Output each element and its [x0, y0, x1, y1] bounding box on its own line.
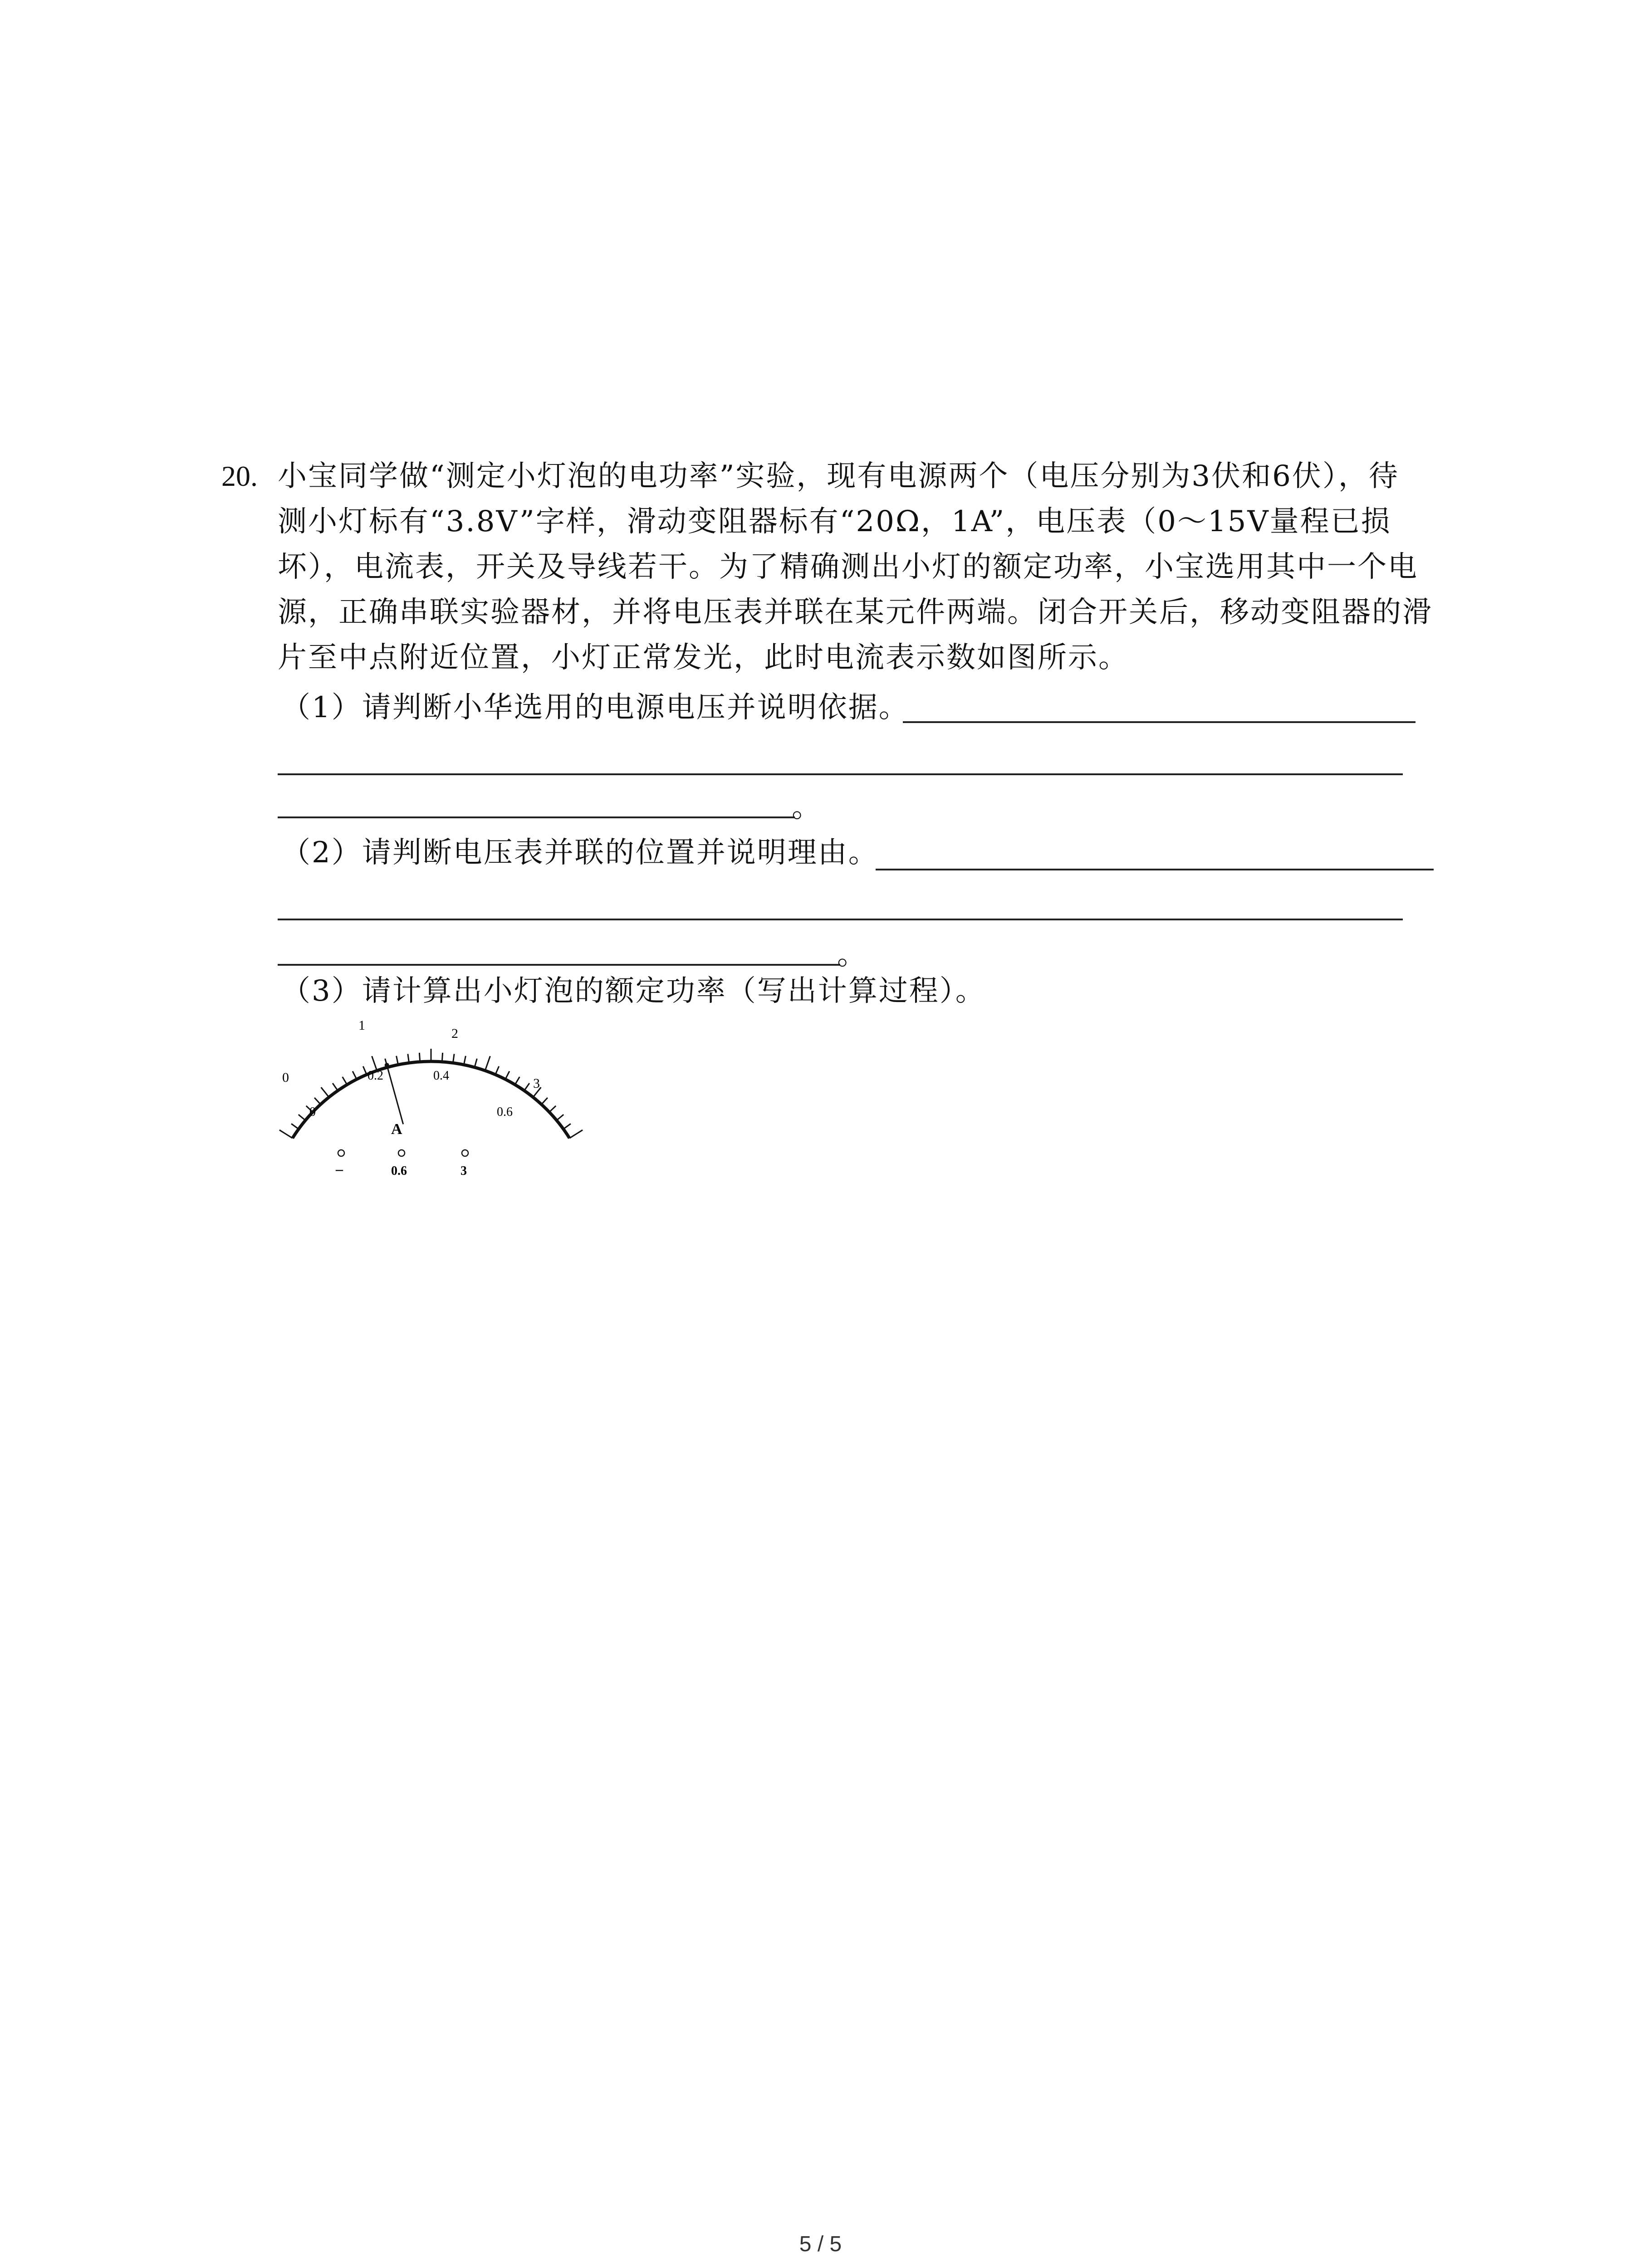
period-1: 。	[792, 791, 821, 824]
ammeter-unit-label: A	[391, 1121, 402, 1138]
sub-question-1: （1）请判断小华选用的电源电压并说明依据。	[281, 691, 909, 724]
scale-tick	[485, 1056, 490, 1070]
answer-blank-2c[interactable]	[278, 964, 840, 966]
ammeter-diagram	[272, 1012, 590, 1184]
terminal-negative[interactable]	[338, 1150, 344, 1156]
answer-blank-2a[interactable]	[876, 869, 1434, 870]
answer-blank-1a[interactable]	[903, 721, 1416, 723]
ammeter-scale-arc	[293, 1061, 570, 1138]
terminal-label-negative: –	[336, 1161, 343, 1177]
answer-blank-1c[interactable]	[278, 816, 795, 818]
period-2: 。	[837, 938, 866, 972]
ammeter-needle	[387, 1065, 403, 1124]
scale-tick	[279, 1130, 293, 1138]
ammeter-needle-tip	[385, 1063, 389, 1067]
scale-tick	[569, 1130, 583, 1138]
terminal-3[interactable]	[462, 1150, 468, 1156]
lower-scale-label-0.6: 0.6	[497, 1105, 513, 1119]
lower-scale-label-0.4: 0.4	[433, 1069, 449, 1083]
question-line-1: 小宝同学做“测定小灯泡的电功率”实验，现有电源两个（电压分别为3伏和6伏），待	[278, 459, 1399, 493]
upper-scale-label-3: 3	[533, 1076, 540, 1091]
question-line-5: 片至中点附近位置，小灯正常发光，此时电流表示数如图所示。	[278, 641, 1129, 675]
page-number: 5 / 5	[799, 2232, 842, 2256]
terminal-label-3: 3	[460, 1164, 467, 1178]
scale-tick	[321, 1087, 329, 1097]
answer-blank-2b[interactable]	[278, 919, 1403, 920]
answer-blank-1b[interactable]	[278, 773, 1403, 775]
question-line-2: 测小灯标有“3.8V”字样，滑动变阻器标有“20Ω，1A”，电压表（0～15V量程已损	[278, 505, 1391, 538]
sub-question-3: （3）请计算出小灯泡的额定功率（写出计算过程）。	[281, 974, 986, 1008]
lower-scale-label-0: 0	[309, 1105, 316, 1119]
terminal-0.6[interactable]	[398, 1150, 405, 1156]
upper-scale-label-2: 2	[451, 1026, 458, 1041]
question-number: 20.	[221, 460, 258, 492]
question-line-4: 源，正确串联实验器材，并将电压表并联在某元件两端。闭合开关后，移动变阻器的滑	[278, 596, 1433, 629]
terminal-label-0.6: 0.6	[391, 1164, 407, 1178]
question-line-3: 坏），电流表，开关及导线若干。为了精确测出小灯的额定功率，小宝选用其中一个电	[278, 550, 1418, 584]
upper-scale-label-0: 0	[282, 1070, 289, 1085]
sub-question-2: （2）请判断电压表并联的位置并说明理由。	[281, 836, 879, 870]
lower-scale-label-0.2: 0.2	[367, 1069, 383, 1083]
upper-scale-label-1: 1	[358, 1018, 365, 1033]
